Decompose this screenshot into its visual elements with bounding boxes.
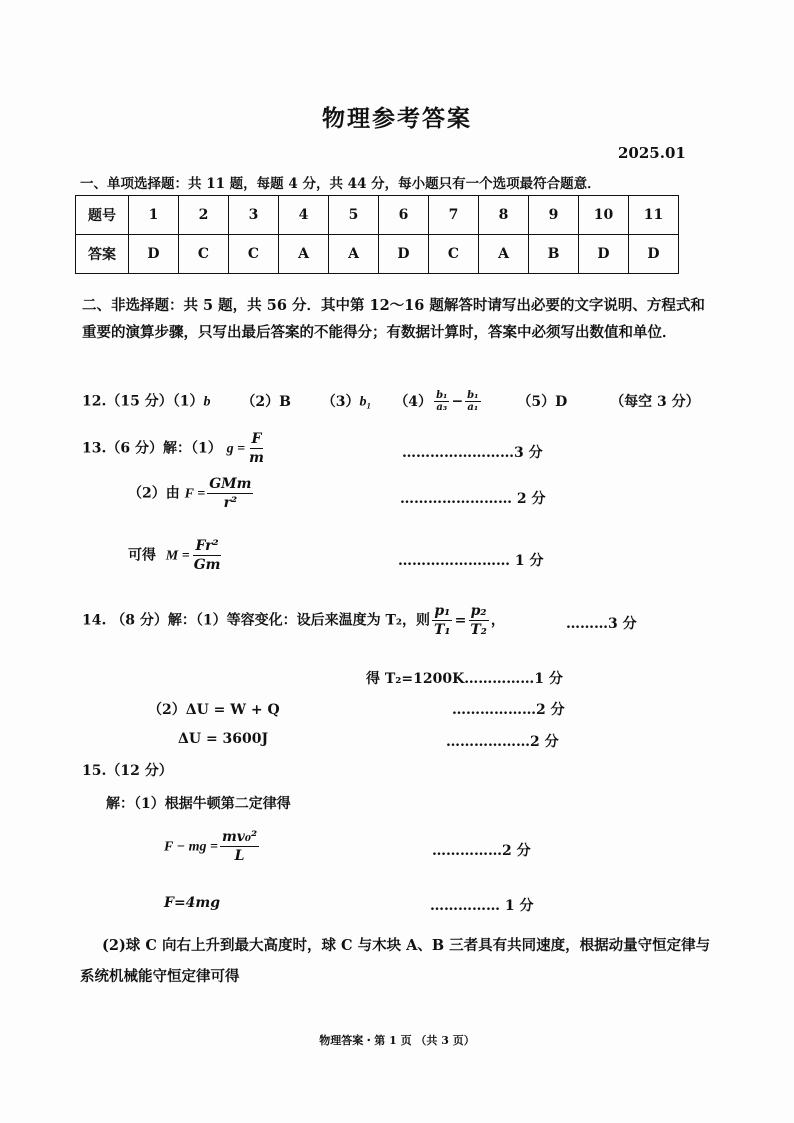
q-label: 13.（6 分）解：（1） [82,440,222,457]
q14-result: 得 T₂=1200K……………1 分 [366,671,563,687]
t: = [454,612,467,629]
t: ， [490,612,505,629]
points: ……………2 分 [432,843,531,859]
points: …………… 1 分 [430,898,534,914]
question-number: 3 [229,196,279,235]
t: Fr² [195,538,219,554]
t: mv₀² [221,829,258,845]
answer-cell: C [179,235,229,274]
question-number: 1 [129,196,179,235]
t: g = [226,441,246,457]
question-number: 2 [179,196,229,235]
answer-cell: A [279,235,329,274]
question-number: 7 [429,196,479,235]
section2-heading: 二、非选择题：共 5 题，共 56 分．其中第 12～16 题解答时请写出必要的文字说明、方程式和重要的演算步骤，只写出最后答案的不能得分；有数据计算时，答案中必须写出数值和单位． [82,297,705,341]
fraction [432,602,453,639]
question-number: 4 [279,196,329,235]
question-number: 5 [329,196,379,235]
t: b₁ [436,390,448,401]
t: T₁ [434,622,451,638]
t: （4） [394,393,433,410]
fraction [192,537,223,574]
q14-1 [82,602,505,639]
q15-1: 解：（1）根据牛顿第二定律得 [106,796,291,812]
answer-cell: A [479,235,529,274]
t: 可得 [128,547,156,564]
t: Gm [193,557,221,573]
fraction [434,390,449,413]
answer-cell: D [379,235,429,274]
t: b₁ [467,390,479,401]
t: M = [165,548,190,564]
q14-2: （2）ΔU = W + Q [148,702,280,718]
q15-2: F=4mg [164,895,221,911]
question-number: 11 [629,196,679,235]
q12 [82,390,700,413]
points: …………………… 2 分 [400,491,546,507]
fraction [247,430,266,467]
answer-table [75,195,679,274]
question-number: 8 [479,196,529,235]
fraction [465,390,480,413]
page-footer: 物理答案・第 1 页 （共 3 页） [319,1034,475,1047]
points: ………………2 分 [452,702,565,718]
answer-cell: B [529,235,579,274]
question-number: 6 [379,196,429,235]
row-label: 答案 [76,235,129,274]
points: ………………2 分 [446,734,559,750]
q15-label: 15.（12 分） [82,763,173,779]
t: （2）B [241,393,291,410]
t: （3） [321,393,360,410]
q15-part2: (2)球 C 向右上升到最大高度时，球 C 与木块 A、B 三者具有共同速度，根据动量守恒定律与系统机械能守恒定律可得 [80,937,711,985]
q15-eq1 [164,828,261,865]
t: L [234,848,245,864]
t: m [249,450,264,466]
t: p₁ [434,603,451,619]
page-title: 物理参考答案 [322,105,472,132]
points: ……………………3 分 [402,445,543,461]
t: （每空 3 分） [610,393,700,410]
t: （1） [172,393,204,410]
fraction [207,475,253,512]
t: a₃ [436,402,448,413]
points: …………………… 1 分 [398,553,544,569]
t: r² [223,495,238,511]
points: ………3 分 [566,616,637,632]
t: T₂ [470,622,487,638]
answer-cell: D [629,235,679,274]
fraction [468,602,489,639]
section1-heading: 一、单项选择题：共 11 题，每题 4 分，共 44 分，每小题只有一个选项最符合题意． [80,176,601,192]
answer-cell: C [429,235,479,274]
t: b₁ [359,394,372,410]
t: b [203,394,211,410]
t: F [251,431,262,447]
question-number: 10 [579,196,629,235]
t: p₂ [470,603,487,619]
q13-2 [128,475,255,512]
date: 2025.01 [618,144,686,162]
q13-1 [82,430,268,467]
t: F − mg = [164,839,218,855]
t: a₁ [467,402,479,413]
t: （2）由 [128,485,180,502]
answer-cell: D [129,235,179,274]
q14-3: ΔU = 3600J [178,731,269,747]
answer-cell: D [579,235,629,274]
q-label: 14. （8 分）解：（1）等容变化：设后来温度为 T₂，则 [82,612,431,629]
t: （5）D [517,393,568,410]
t: GMm [209,476,252,492]
row-label: 题号 [76,196,129,235]
question-number: 9 [529,196,579,235]
t: − [451,393,464,410]
answer-cell: A [329,235,379,274]
fraction [220,828,259,865]
q13-3 [128,537,224,574]
answer-cell: C [229,235,279,274]
t: F = [184,486,206,502]
q-label: 12.（15 分） [82,393,173,410]
